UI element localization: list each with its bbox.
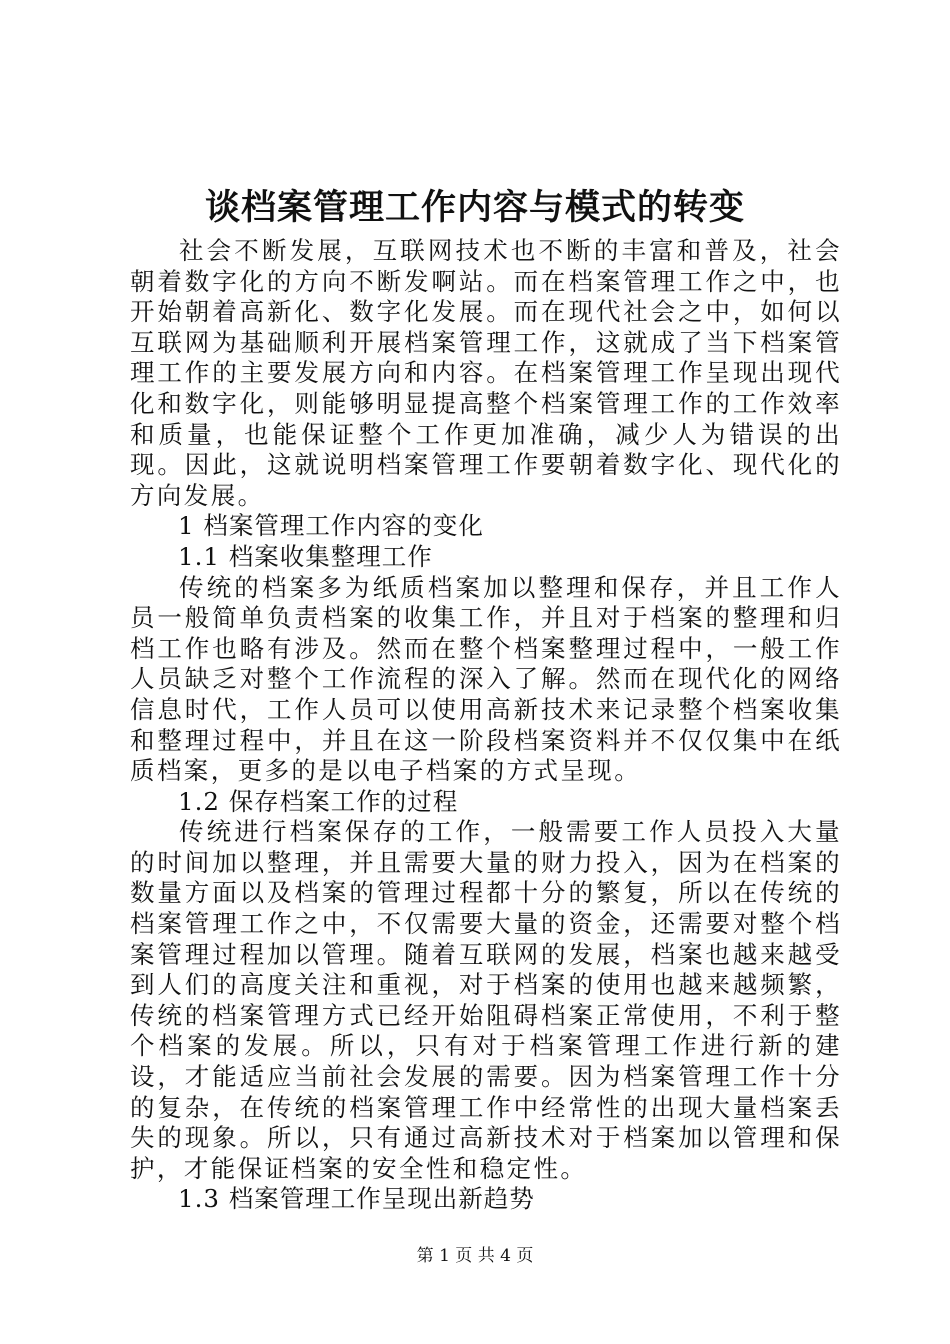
section-1-1-heading: 1.1 档案收集整理工作	[178, 541, 433, 571]
document-title: 谈档案管理工作内容与模式的转变	[204, 187, 745, 228]
section-1-2-paragraph: 传统进行档案保存的工作，一般需要工作人员投入大量的时间加以整理，并且需要大量的财力投入，因为在档案的数量方面以及档案的管理过程都十分的繁复，所以在传统的档案管理工作之中，不仅需要大量的资金，还需要对整个档案管理过程加以管理。随着互联网的发展，档案也越来越受到人们的高度关注和重视，对于档案的使用也越来越频繁，传统的档案管理方式已经开始阻碍档案正常使用，不利于整个档案的发展。所以，只有对于档案管理工作进行新的建设，才能适应当前社会发展的需要。因为档案管理工作十分的复杂，在传统的档案管理工作中经常性的出现大量档案丢失的现象。所以，只有通过高新技术对于档案加以管理和保护，才能保证档案的安全性和稳定性。	[130, 817, 842, 1183]
intro-paragraph: 社会不断发展，互联网技术也不断的丰富和普及，社会朝着数字化的方向不断发啊站。而在档案管理工作之中，也开始朝着高新化、数字化发展。而在现代社会之中，如何以互联网为基础顺利开展档案管理工作，这就成了当下档案管理工作的主要发展方向和内容。在档案管理工作呈现出现代化和数字化，则能够明显提高整个档案管理工作的工作效率和质量，也能保证整个工作更加准确，减少人为错误的出现。因此，这就说明档案管理工作要朝着数字化、现代化的方向发展。	[130, 236, 842, 510]
section-1-3-heading: 1.3 档案管理工作呈现出新趋势	[178, 1184, 535, 1214]
document-body	[130, 236, 842, 1215]
section-1-1-paragraph: 传统的档案多为纸质档案加以整理和保存，并且工作人员一般简单负责档案的收集工作，并且对于档案的整理和归档工作也略有涉及。然而在整个档案整理过程中，一般工作人员缺乏对整个工作流程的深入了解。然而在现代化的网络信息时代，工作人员可以使用高新技术来记录整个档案收集和整理过程中，并且在这一阶段档案资料并不仅仅集中在纸质档案，更多的是以电子档案的方式呈现。	[130, 572, 842, 786]
section-1-2-heading: 1.2 保存档案工作的过程	[178, 786, 459, 816]
page-number-footer: 第 1 页 共 4 页	[416, 1246, 534, 1266]
section-1-heading: 1 档案管理工作内容的变化	[178, 511, 484, 541]
